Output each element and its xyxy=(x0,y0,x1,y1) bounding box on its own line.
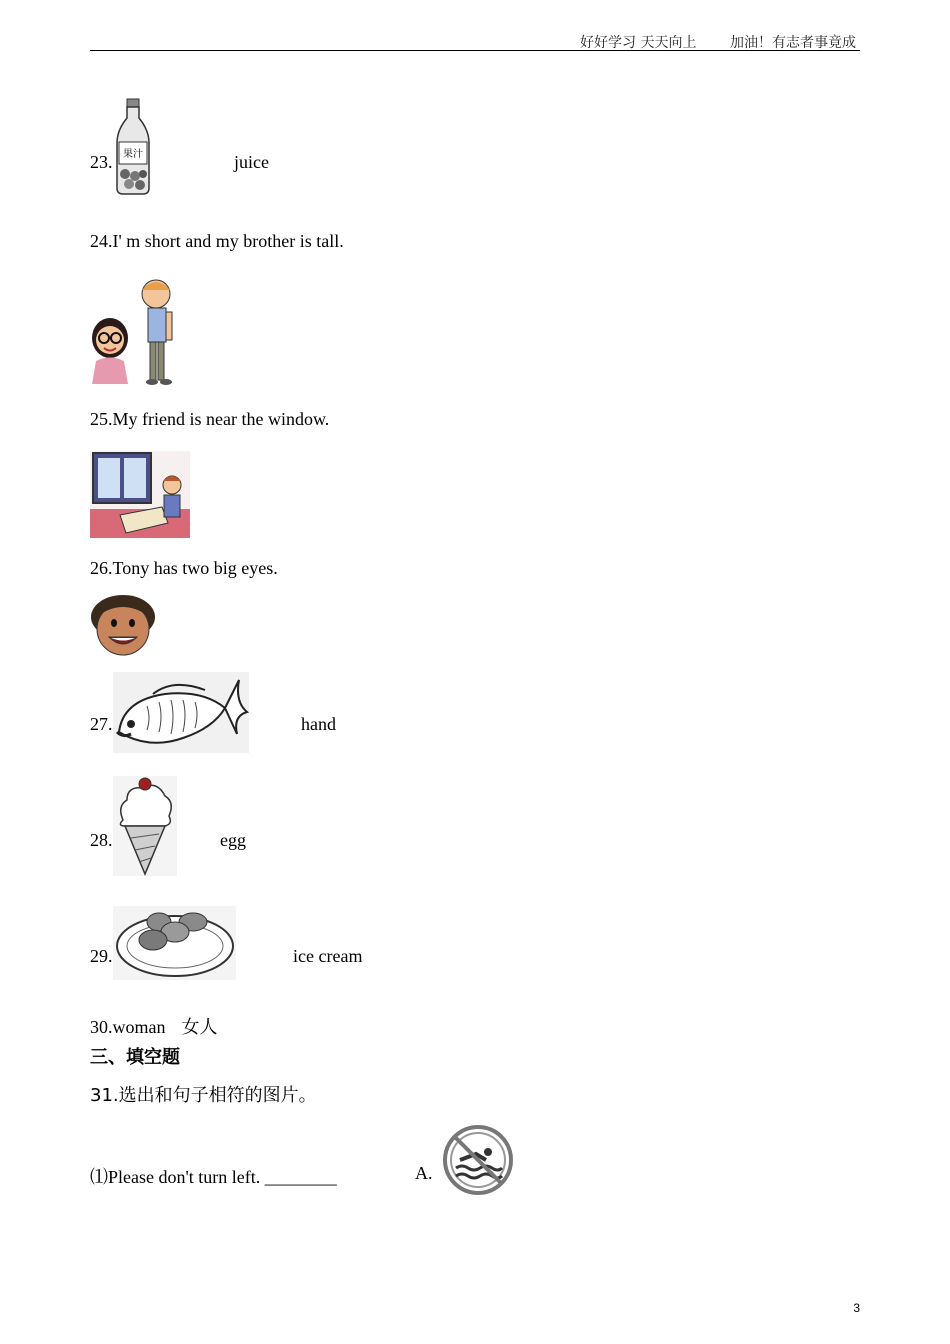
q31-instruction: 31.选出和句子相符的图片。 xyxy=(90,1085,317,1106)
q26-text: 26.Tony has two big eyes. xyxy=(90,558,278,578)
q27-number: 27. xyxy=(90,714,113,734)
q29-number: 29. xyxy=(90,946,113,966)
q30-english: 30.woman xyxy=(90,1017,166,1037)
q28-label: egg xyxy=(220,830,246,850)
q25-text: 25.My friend is near the window. xyxy=(90,409,330,429)
q28-number: 28. xyxy=(90,830,113,850)
bottle-label-text: 果汁 xyxy=(123,149,143,160)
no-swimming-sign-image xyxy=(442,1124,514,1196)
q30-word xyxy=(90,1013,218,1039)
fish-image xyxy=(113,672,249,753)
tony-face-image xyxy=(89,593,157,659)
page-header xyxy=(90,32,860,51)
ice-cream-image xyxy=(113,776,177,876)
q23-number: 23. xyxy=(90,152,113,172)
juice-bottle-image xyxy=(113,98,153,196)
section-title: 三、填空题 xyxy=(90,1047,180,1068)
q29-label: ice cream xyxy=(293,946,363,966)
short-girl-tall-boy-image xyxy=(88,276,190,390)
friend-near-window-image xyxy=(90,451,190,538)
q31-sub1-sentence: ⑴Please don't turn left. ________ xyxy=(90,1167,337,1187)
q23-label: juice xyxy=(234,152,269,172)
page-number: 3 xyxy=(853,1301,860,1315)
q24-text: 24.I' m short and my brother is tall. xyxy=(90,231,344,251)
eggs-plate-image xyxy=(113,906,236,980)
header-motto-right: 加油！有志者事竟成 xyxy=(730,35,856,51)
q30-chinese: 女人 xyxy=(181,1017,218,1038)
header-motto-left: 好好学习 天天向上 xyxy=(580,35,697,51)
q27-label: hand xyxy=(301,714,336,734)
q31-option-a-label: A. xyxy=(415,1163,433,1183)
